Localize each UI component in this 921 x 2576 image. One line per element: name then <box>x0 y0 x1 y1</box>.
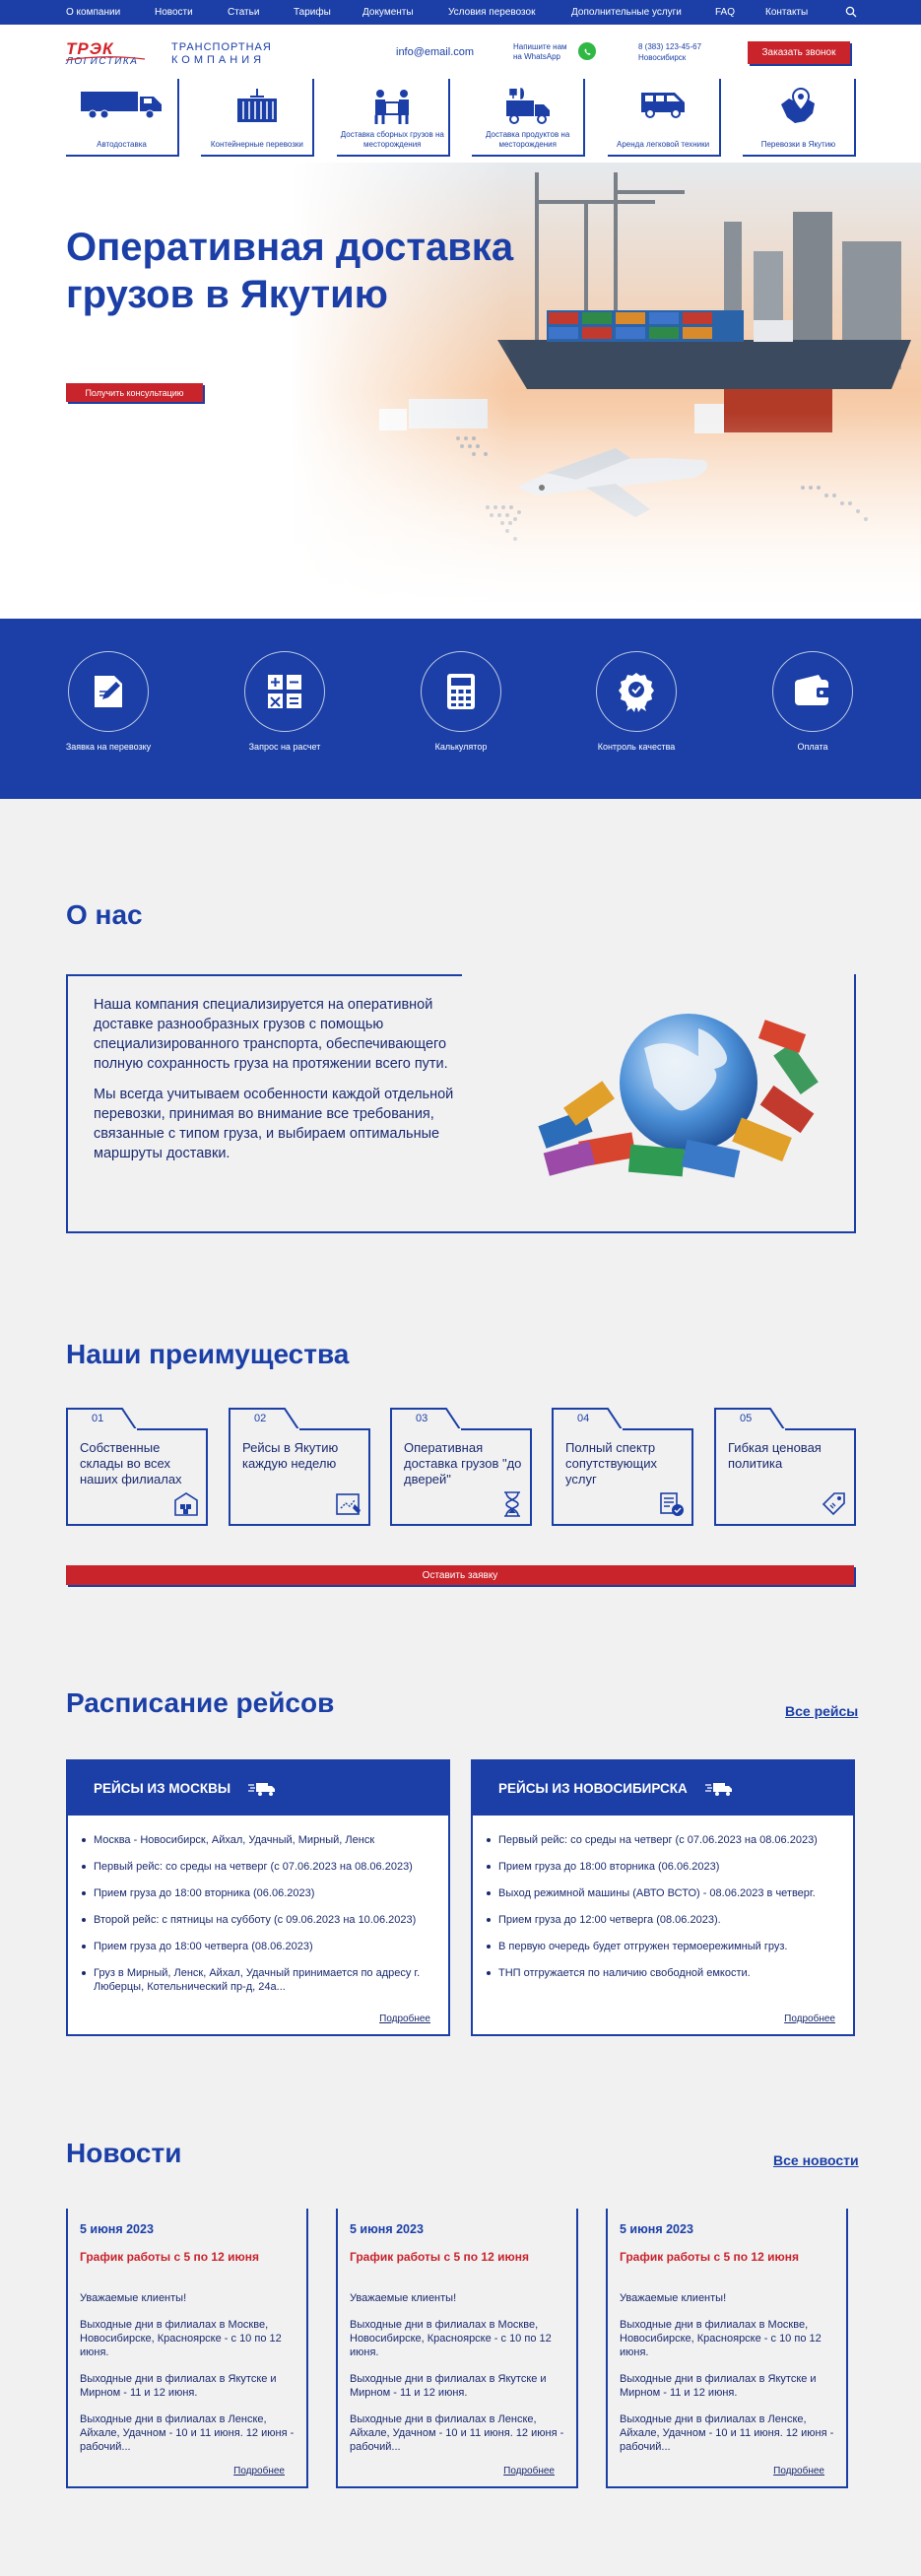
route-map-icon <box>335 1490 362 1518</box>
service-label: Автодоставка <box>97 140 147 149</box>
container-icon <box>232 87 282 126</box>
news-text: Выходные дни в филиалах в Москве, Новосибирске, Красноярске - с 10 по 12 июня. <box>620 2319 822 2358</box>
nav-tariffs[interactable]: Тарифы <box>294 7 331 18</box>
whatsapp-text[interactable] <box>513 42 567 62</box>
whatsapp-icon[interactable] <box>578 42 596 60</box>
schedule-item: Первый рейс: со среды на четверг (с 07.06.2023 на 08.06.2023) <box>487 1833 837 1847</box>
feature-calculator[interactable] <box>407 651 515 752</box>
schedule-item: Второй рейс: с пятницы на субботу (с 09.06.2023 на 10.06.2023) <box>82 1913 432 1927</box>
nav-conditions[interactable]: Условия перевозок <box>448 7 536 18</box>
service-car-rent[interactable] <box>608 79 721 157</box>
nav-extra-services[interactable]: Дополнительные услуги <box>571 7 682 18</box>
schedule-item: Первый рейс: со среды на четверг (с 07.06.2023 на 08.06.2023) <box>82 1860 432 1874</box>
news-more-link[interactable]: Подробнее <box>233 2466 285 2477</box>
whatsapp-line1: Напишите нам <box>513 42 567 51</box>
news-text: Уважаемые клиенты! <box>350 2292 457 2304</box>
news-text: Выходные дни в филиалах в Якутске и Мирном - 11 и 12 июня. <box>620 2373 817 2399</box>
advantage-card <box>552 1408 693 1526</box>
feature-label: Оплата <box>797 742 828 752</box>
schedule-title: Расписание рейсов <box>66 1687 335 1718</box>
price-tag-icon <box>821 1490 848 1518</box>
service-combined-cargo[interactable] <box>337 79 450 157</box>
logo-main: ТРЭК <box>66 39 114 58</box>
calculator-icon <box>445 672 477 711</box>
advantage-card <box>714 1408 856 1526</box>
nav-about[interactable]: О компании <box>66 7 121 18</box>
schedule-item: Груз в Мирный, Ленск, Айхал, Удачный принимается по адресу г. Люберцы, Котельнический пр-д, 24а... <box>82 1966 432 1994</box>
service-label: Доставка сборных грузов на месторождения <box>340 130 444 149</box>
feature-label: Заявка на перевозку <box>65 742 152 752</box>
fast-truck-icon <box>705 1781 733 1797</box>
news-date: 5 июня 2023 <box>620 2222 693 2236</box>
advantage-label: Гибкая ценовая политика <box>728 1440 822 1471</box>
all-news-link[interactable]: Все новости <box>773 2152 859 2168</box>
logo[interactable] <box>66 39 138 67</box>
schedule-item: Прием груза до 12:00 четверга (08.06.2023). <box>487 1913 837 1927</box>
workers-icon <box>369 87 415 126</box>
schedule-more-link[interactable]: Подробнее <box>379 2014 430 2024</box>
schedule-item: В первую очередь будет отгружен термоережимный груз. <box>487 1940 837 1953</box>
service-label: Аренда легковой техники <box>617 140 710 149</box>
news-text: Выходные дни в филиалах в Якутске и Мирном - 11 и 12 июня. <box>80 2373 277 2399</box>
all-flights-link[interactable]: Все рейсы <box>785 1703 859 1719</box>
news-date: 5 июня 2023 <box>80 2222 154 2236</box>
feature-transport-request[interactable] <box>54 651 163 752</box>
service-yakutia[interactable] <box>743 79 856 157</box>
advantage-label: Оперативная доставка грузов "до дверей" <box>404 1440 522 1486</box>
company-type <box>171 41 272 67</box>
wallet-icon <box>793 674 832 709</box>
schedule-card-title: РЕЙСЫ ИЗ НОВОСИБИРСКА <box>498 1781 688 1796</box>
schedule-card-title: РЕЙСЫ ИЗ МОСКВЫ <box>94 1781 231 1796</box>
nav-documents[interactable]: Документы <box>362 7 414 18</box>
advantage-card <box>66 1408 208 1526</box>
consultation-button[interactable]: Получить консультацию <box>66 383 203 402</box>
schedule-item: Москва - Новосибирск, Айхал, Удачный, Мирный, Ленск <box>82 1833 432 1847</box>
about-text <box>94 995 463 1174</box>
nav-articles[interactable]: Статьи <box>228 7 260 18</box>
quality-badge-icon <box>619 671 654 712</box>
news-text: Выходные дни в филиалах в Якутске и Мирном - 11 и 12 июня. <box>350 2373 547 2399</box>
about-paragraph-2: Мы всегда учитываем особенности каждой отдельной перевозки, принимая во внимание все требования, связанные с типом груза, и выбираем оптимальные маршруты доставки. <box>94 1087 454 1161</box>
news-card <box>606 2209 848 2488</box>
globe-containers-image <box>526 999 841 1206</box>
news-more-link[interactable]: Подробнее <box>773 2466 824 2477</box>
news-title: Новости <box>66 2138 182 2168</box>
advantage-label: Рейсы в Якутию каждую неделю <box>242 1440 339 1471</box>
calculator-grid-icon <box>265 672 304 711</box>
van-icon <box>637 87 689 120</box>
service-label: Доставка продуктов на месторождения <box>486 130 570 149</box>
news-body <box>620 2291 842 2467</box>
search-icon[interactable] <box>845 6 857 18</box>
warehouse-icon <box>172 1490 200 1518</box>
advantage-label: Собственные склады во всех наших филиалах <box>80 1440 182 1486</box>
news-body <box>350 2291 572 2467</box>
news-headline[interactable]: График работы с 5 по 12 июня <box>350 2250 529 2264</box>
advantages-title: Наши преимущества <box>66 1339 350 1369</box>
features-bar <box>0 619 921 799</box>
feature-calc-request[interactable] <box>230 651 339 752</box>
grocery-truck-icon <box>503 87 553 126</box>
schedule-item: ТНП отгружается по наличию свободной емкости. <box>487 1966 837 1980</box>
about-title: О нас <box>66 899 143 930</box>
feature-label: Калькулятор <box>434 742 488 752</box>
service-food-delivery[interactable] <box>472 79 585 157</box>
news-card <box>66 2209 308 2488</box>
service-auto-delivery[interactable] <box>66 79 179 157</box>
news-text: Выходные дни в филиалах в Ленске, Айхале, Удачном - 10 и 11 июня. 12 июня - рабочий... <box>350 2413 564 2453</box>
news-date: 5 июня 2023 <box>350 2222 424 2236</box>
news-text: Выходные дни в филиалах в Москве, Новосибирске, Красноярске - с 10 по 12 июня. <box>350 2319 552 2358</box>
advantage-number: 05 <box>740 1413 753 1424</box>
schedule-more-link[interactable]: Подробнее <box>784 2014 835 2024</box>
news-text: Выходные дни в филиалах в Ленске, Айхале, Удачном - 10 и 11 июня. 12 июня - рабочий... <box>620 2413 834 2453</box>
news-text: Уважаемые клиенты! <box>620 2292 727 2304</box>
truck-icon <box>79 87 165 120</box>
schedule-card-moscow <box>66 1759 450 2036</box>
news-text: Выходные дни в филиалах в Ленске, Айхале, Удачном - 10 и 11 июня. 12 июня - рабочий... <box>80 2413 295 2453</box>
phone-city: Новосибирск <box>638 53 687 62</box>
hourglass-icon <box>500 1490 524 1518</box>
news-headline[interactable]: График работы с 5 по 12 июня <box>80 2250 259 2264</box>
advantage-card <box>390 1408 532 1526</box>
header-phone[interactable] <box>638 41 701 63</box>
schedule-item: Прием груза до 18:00 вторника (06.06.2023) <box>82 1886 432 1900</box>
advantage-number: 02 <box>254 1413 267 1424</box>
about-card <box>66 974 856 1233</box>
feature-label: Контроль качества <box>597 742 676 752</box>
service-containers[interactable] <box>201 79 314 157</box>
company-line1: ТРАНСПОРТНАЯ <box>171 41 272 53</box>
header-email[interactable]: info@email.com <box>396 46 475 58</box>
news-text: Уважаемые клиенты! <box>80 2292 187 2304</box>
call-request-button[interactable]: Заказать звонок <box>748 41 850 64</box>
logo-sub: ЛОГИСТИКА <box>66 56 139 67</box>
schedule-card-novosibirsk <box>471 1759 855 2036</box>
feature-quality-control[interactable] <box>582 651 691 752</box>
hero <box>0 163 921 619</box>
advantage-number: 01 <box>92 1413 104 1424</box>
services-icon <box>658 1490 686 1518</box>
advantage-number: 03 <box>416 1413 428 1424</box>
logo-swoosh-icon <box>66 56 145 62</box>
advantage-number: 04 <box>577 1413 590 1424</box>
advantage-card <box>229 1408 370 1526</box>
services-menu <box>66 79 856 157</box>
schedule-item: Выход режимной машины (АВТО ВСТО) - 08.06.2023 в четверг. <box>487 1886 837 1900</box>
top-nav <box>0 0 921 25</box>
phone-number: 8 (383) 123-45-67 <box>638 42 702 51</box>
feature-label: Запрос на расчет <box>248 742 321 752</box>
nav-faq[interactable]: FAQ <box>715 7 736 18</box>
hero-title: Оперативная доставка грузов в Якутию <box>66 226 514 316</box>
schedule-item: Прием груза до 18:00 вторника (06.06.2023) <box>487 1860 837 1874</box>
schedule-item: Прием груза до 18:00 четверга (08.06.2023) <box>82 1940 432 1953</box>
advantage-label: Полный спектр сопутствующих услуг <box>565 1440 658 1486</box>
feature-payment[interactable] <box>758 651 867 752</box>
leave-request-button[interactable]: Оставить заявку <box>66 1565 854 1585</box>
about-paragraph-1: Наша компания специализируется на оперативной доставке разнообразных грузов с помощью специализированного транспорта, обеспечивающего полную сохранность груза на протяжении всего пути. <box>94 997 448 1072</box>
fast-truck-icon <box>248 1781 276 1797</box>
nav-news[interactable]: Новости <box>155 7 193 18</box>
whatsapp-line2: на WhatsApp <box>513 52 560 61</box>
nav-contacts[interactable]: Контакты <box>765 7 809 18</box>
news-text: Выходные дни в филиалах в Москве, Новосибирске, Красноярске - с 10 по 12 июня. <box>80 2319 282 2358</box>
news-body <box>80 2291 302 2467</box>
document-edit-icon <box>91 672 126 711</box>
news-more-link[interactable]: Подробнее <box>503 2466 555 2477</box>
news-card <box>336 2209 578 2488</box>
service-label: Контейнерные перевозки <box>210 140 303 149</box>
service-label: Перевозки в Якутию <box>760 140 836 149</box>
news-headline[interactable]: График работы с 5 по 12 июня <box>620 2250 799 2264</box>
company-line2: КОМПАНИЯ <box>171 54 266 66</box>
map-pin-icon <box>775 87 821 126</box>
